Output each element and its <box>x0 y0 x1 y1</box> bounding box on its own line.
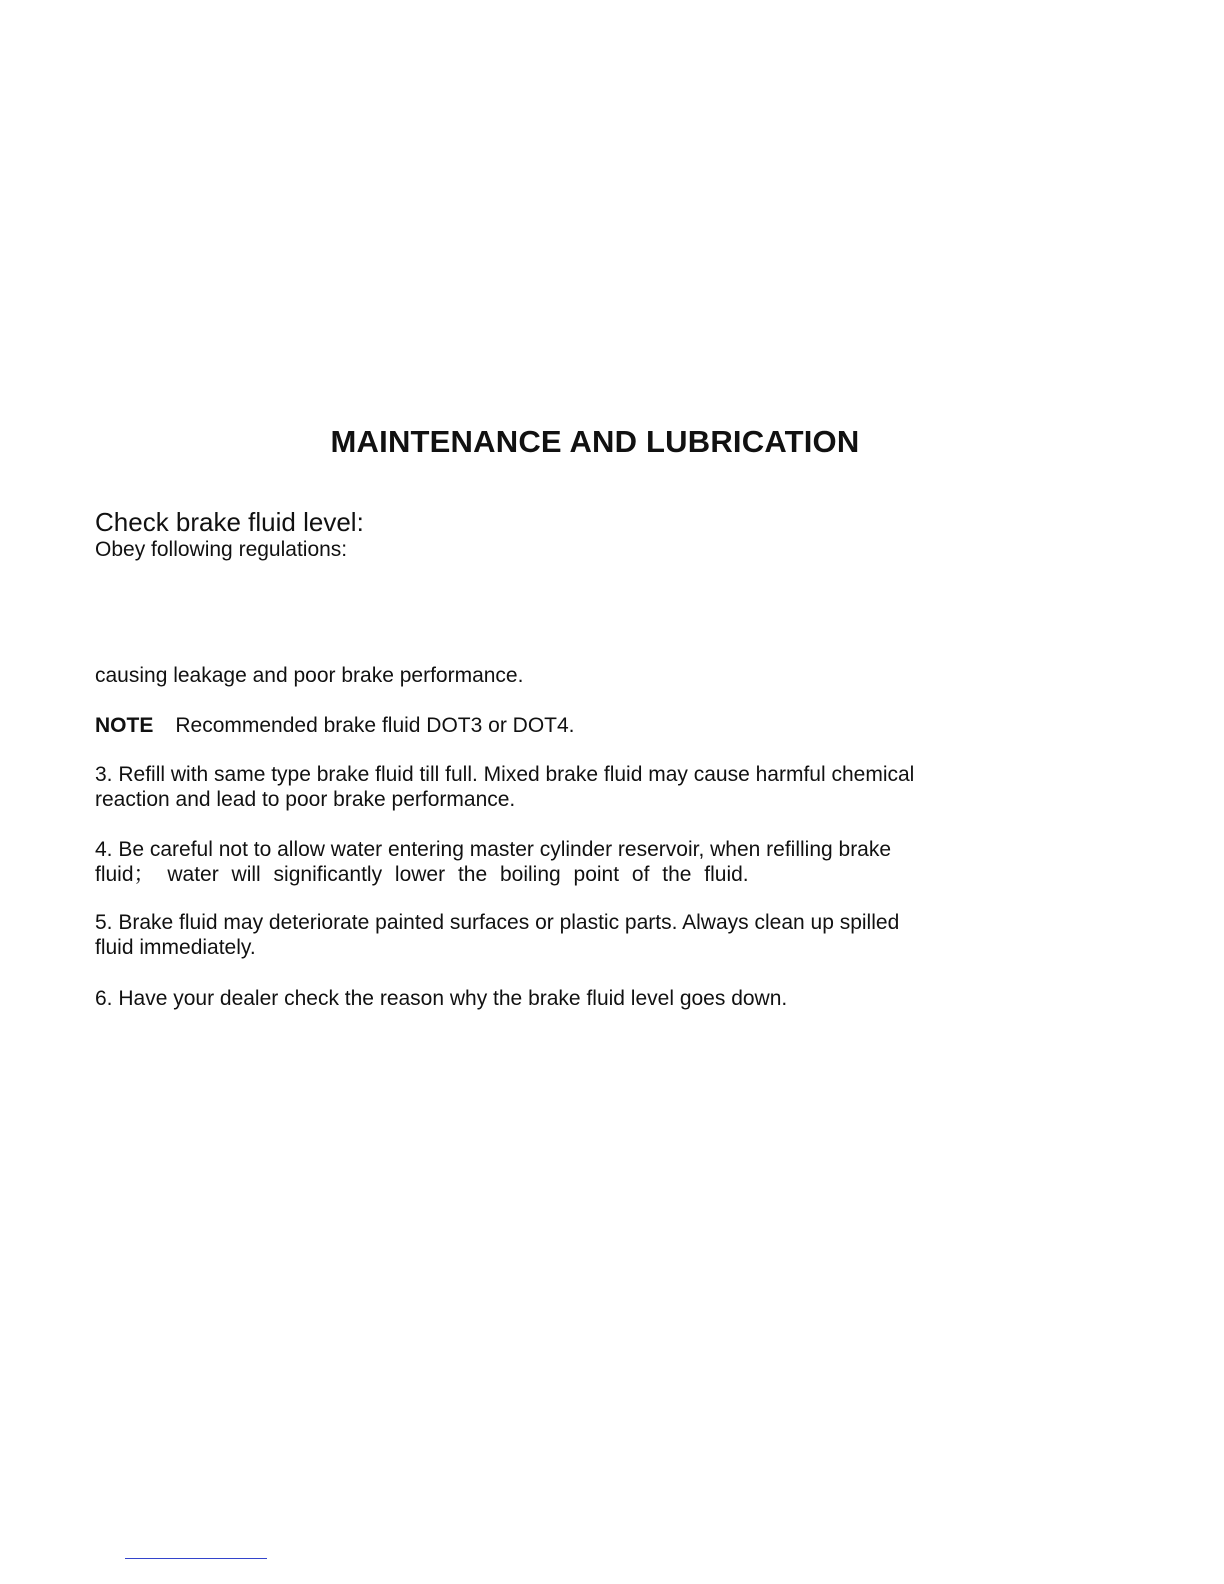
list-item-5-line-2: fluid immediately. <box>95 936 256 959</box>
list-item-4-line-2: fluid； water will significantly lower the boiling point of the fluid. <box>95 863 749 886</box>
continuation-text: causing leakage and poor brake performance. <box>95 664 524 687</box>
note-text: Recommended brake fluid DOT3 or DOT4. <box>175 714 575 737</box>
list-item-5 <box>95 910 995 960</box>
list-item-3 <box>95 762 995 812</box>
bottom-link-underline[interactable] <box>125 1558 267 1559</box>
page-title: MAINTENANCE AND LUBRICATION <box>330 424 860 459</box>
section-subheading: Obey following regulations: <box>95 538 348 561</box>
list-item-3-line-2: reaction and lead to poor brake performance. <box>95 788 516 811</box>
note-label: NOTE <box>95 714 154 737</box>
list-item-3-line-1: 3. Refill with same type brake fluid till full. Mixed brake fluid may cause harmful chemical <box>95 763 915 786</box>
list-item-5-line-1: 5. Brake fluid may deteriorate painted surfaces or plastic parts. Always clean up spilled <box>95 911 900 934</box>
list-item-6-line-1: 6. Have your dealer check the reason why the brake fluid level goes down. <box>95 987 788 1010</box>
note-line <box>95 713 995 738</box>
section-heading: Check brake fluid level: <box>95 507 364 537</box>
list-item-6 <box>95 986 995 1011</box>
list-item-4-line-1: 4. Be careful not to allow water entering master cylinder reservoir, when refilling brake <box>95 838 892 861</box>
list-item-4 <box>95 837 995 887</box>
